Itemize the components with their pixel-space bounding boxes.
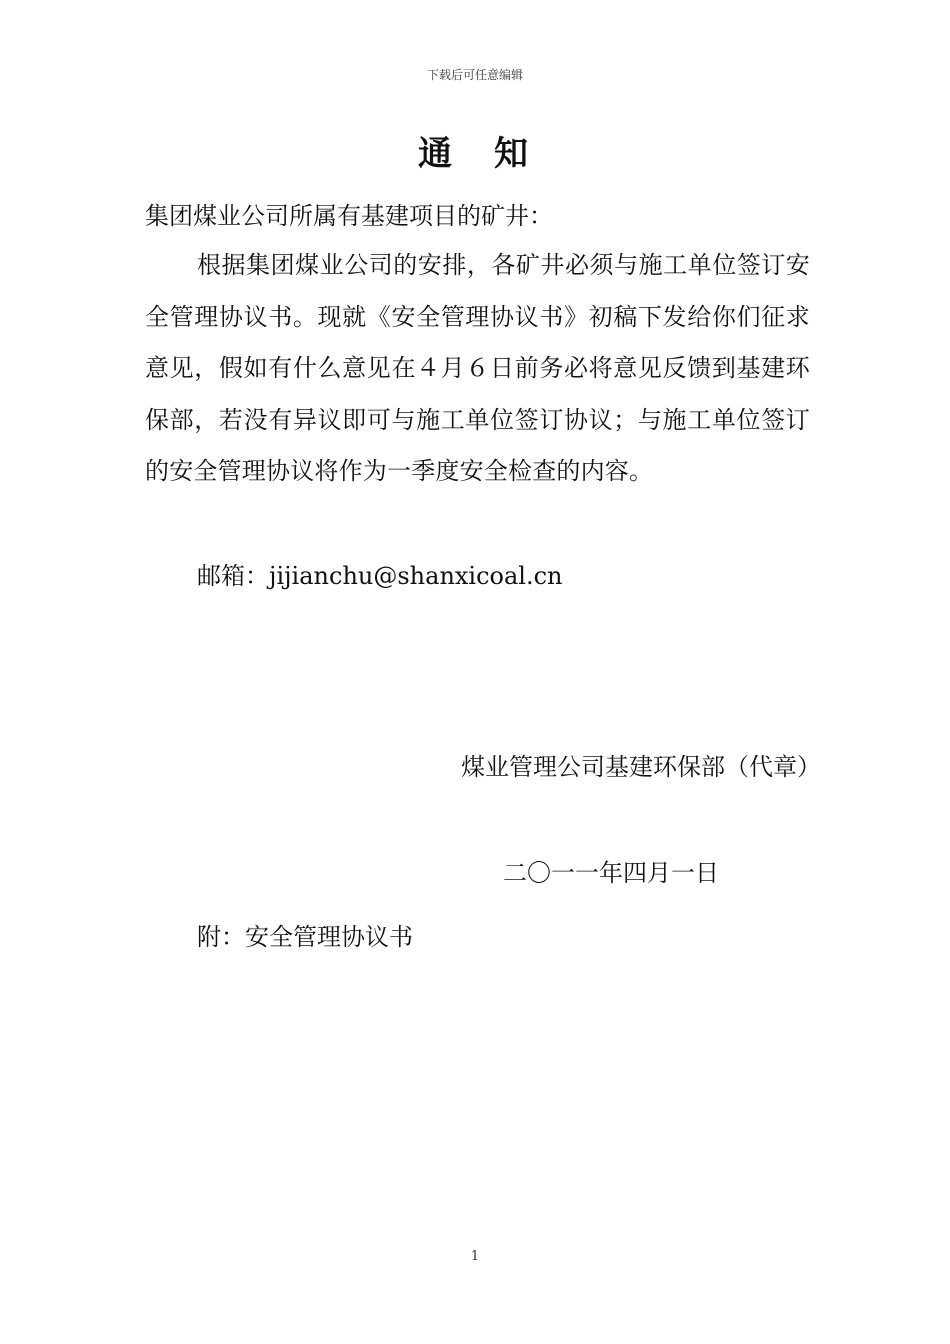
title-char-2: 知 <box>494 134 532 174</box>
salutation: 集团煤业公司所属有基建项目的矿井： <box>145 202 553 230</box>
date: 二〇一一年四月一日 <box>503 859 719 887</box>
body-paragraph: 根据集团煤业公司的安排，各矿井必须与施工单位签订安全管理协议书。现就《安全管理协议书》初稿下发给你们征求意见，假如有什么意见在４月６日前务必将意见反馈到基建环保部，若没有异议即可与施工单位签订协议；与施工单位签订的安全管理协议将作为一季度安全检查的内容。 <box>145 251 810 485</box>
email-label: 邮箱： <box>197 562 269 590</box>
attachment-line: 附：安全管理协议书 <box>197 923 413 951</box>
page-title <box>0 126 950 175</box>
page-number: 1 <box>470 1249 480 1264</box>
header-note: 下载后可任意编辑 <box>426 68 523 82</box>
signer: 煤业管理公司基建环保部（代章） <box>461 753 821 781</box>
email-address: jijianchu@shanxicoal.cn <box>269 562 563 590</box>
title-char-1: 通 <box>418 134 456 174</box>
email-line <box>197 556 563 591</box>
